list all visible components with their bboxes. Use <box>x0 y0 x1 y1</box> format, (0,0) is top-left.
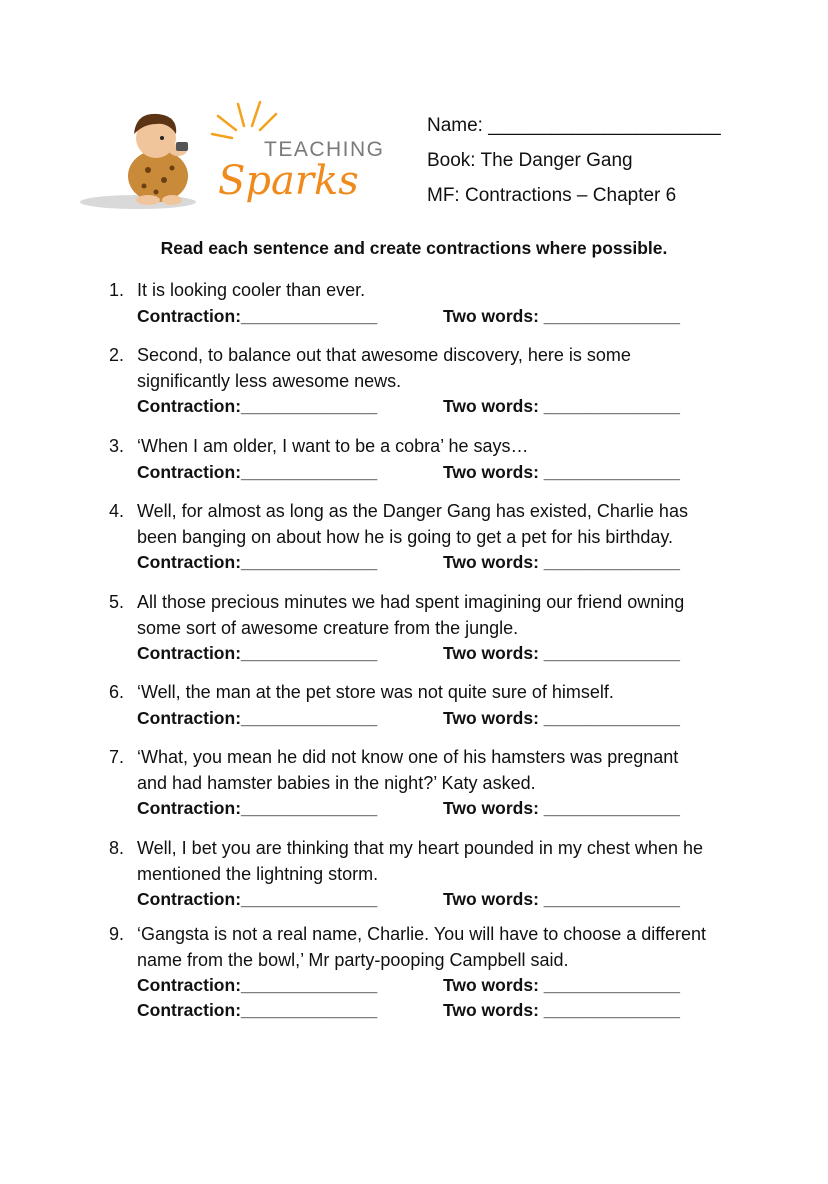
two-words-answer-field[interactable]: Two words: ______________ <box>443 305 681 326</box>
worksheet-header <box>427 108 721 213</box>
two-words-answer-field[interactable]: Two words: ______________ <box>443 889 681 909</box>
question-number: 9. <box>109 924 125 944</box>
question-item <box>109 499 749 575</box>
contraction-answer-field[interactable]: Contraction:______________ <box>137 975 378 995</box>
logo-teaching-text: TEACHING <box>264 138 385 161</box>
two-words-answer-field[interactable]: Two words: ______________ <box>443 461 681 482</box>
two-words-answer-field[interactable]: Two words: ______________ <box>443 643 681 663</box>
answer-row <box>137 887 749 912</box>
answer-row <box>137 973 749 998</box>
caveman-mascot-icon <box>128 114 188 205</box>
name-field[interactable]: Name: ______________________ <box>427 115 721 136</box>
question-text: ‘What, you mean he did not know one of his hamsters was pregnant and had hamster babies in the night?’ Katy asked. <box>137 747 679 793</box>
answer-row <box>137 641 749 666</box>
two-words-answer-field[interactable]: Two words: ______________ <box>443 707 681 728</box>
question-item <box>109 680 749 731</box>
question-item <box>109 836 749 912</box>
question-text: Well, I bet you are thinking that my heart pounded in my chest when he mentioned the lightning storm. <box>137 838 703 884</box>
contraction-answer-field[interactable]: Contraction:______________ <box>137 396 378 416</box>
question-number: 8. <box>109 838 125 858</box>
question-text: ‘When I am older, I want to be a cobra’ he says… <box>137 436 529 456</box>
logo-sparks-text: Sparks <box>218 158 359 204</box>
question-item <box>109 343 749 419</box>
question-text: All those precious minutes we had spent imagining our friend owning some sort of awesome creature from the jungle. <box>137 592 685 638</box>
answer-row <box>137 460 749 485</box>
question-number: 2. <box>109 345 125 365</box>
question-number: 1. <box>109 280 125 300</box>
question-item <box>109 434 749 485</box>
question-number: 3. <box>109 436 125 456</box>
question-text: ‘Well, the man at the pet store was not quite sure of himself. <box>137 682 614 702</box>
question-item <box>109 278 749 329</box>
answer-row <box>137 706 749 731</box>
contraction-answer-field[interactable]: Contraction:______________ <box>137 889 378 909</box>
two-words-answer-field[interactable]: Two words: ______________ <box>443 396 681 416</box>
two-words-answer-field[interactable]: Two words: ______________ <box>443 975 681 995</box>
two-words-answer-field[interactable]: Two words: ______________ <box>443 798 681 818</box>
contraction-answer-field[interactable]: Contraction:______________ <box>137 305 378 326</box>
two-words-answer-field[interactable]: Two words: ______________ <box>443 1000 681 1020</box>
contraction-answer-field[interactable]: Contraction:______________ <box>137 707 378 728</box>
book-title: Book: The Danger Gang <box>427 150 633 171</box>
question-text: Well, for almost as long as the Danger Gang has existed, Charlie has been banging on about how he is going to get a pet for his birthday. <box>137 501 688 547</box>
question-text: Second, to balance out that awesome discovery, here is some significantly less awesome news. <box>137 345 631 391</box>
question-item <box>109 922 749 1023</box>
question-number: 5. <box>109 592 125 612</box>
answer-row <box>137 796 749 821</box>
contraction-answer-field[interactable]: Contraction:______________ <box>137 1000 378 1020</box>
question-text: ‘Gangsta is not a real name, Charlie. You will have to choose a different name from the bowl,’ Mr party-pooping Campbell said. <box>137 924 707 970</box>
focus-topic: MF: Contractions – Chapter 6 <box>427 185 677 206</box>
two-words-answer-field[interactable]: Two words: ______________ <box>443 552 681 572</box>
answer-row <box>137 998 749 1023</box>
contraction-answer-field[interactable]: Contraction:______________ <box>137 643 378 663</box>
question-number: 4. <box>109 501 125 521</box>
question-item <box>109 745 749 821</box>
question-number: 6. <box>109 682 125 702</box>
instruction-heading: Read each sentence and create contractions where possible. <box>160 238 668 258</box>
contraction-answer-field[interactable]: Contraction:______________ <box>137 798 378 818</box>
contraction-answer-field[interactable]: Contraction:______________ <box>137 552 378 572</box>
question-text: It is looking cooler than ever. <box>137 280 366 300</box>
answer-row <box>137 304 749 329</box>
question-number: 7. <box>109 747 125 767</box>
answer-row <box>137 550 749 575</box>
sun-rays-icon <box>212 102 276 138</box>
teaching-sparks-logo <box>78 98 388 218</box>
contraction-answer-field[interactable]: Contraction:______________ <box>137 461 378 482</box>
answer-row <box>137 394 749 419</box>
question-item <box>109 590 749 666</box>
